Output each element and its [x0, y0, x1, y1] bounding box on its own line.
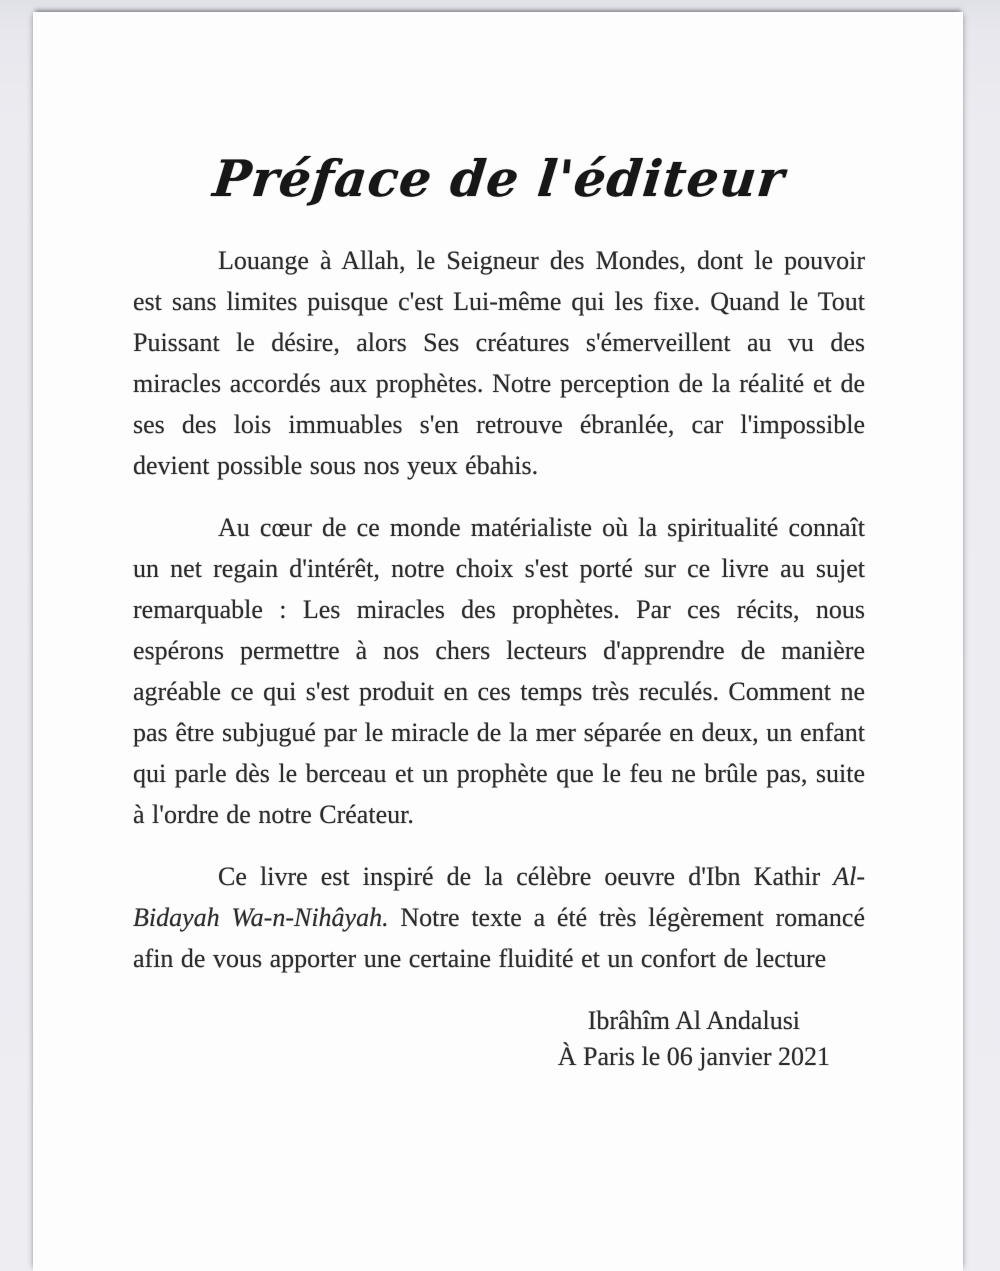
paragraph-3-text-end: Notre texte a été très légèrement romancé afin de vous apporter une certaine fluidité et un confort de lecture	[133, 903, 866, 973]
book-page	[33, 12, 963, 1271]
author-name: Ibrâhîm Al Andalusi	[587, 1006, 801, 1035]
paragraph-2: Au cœur de ce monde matérialiste où la spiritualité connaît un net regain d'intérêt, notre choix s'est porté sur ce livre au sujet remarquable : Les miracles des prophètes. Par ces récits, nous espérons permettre à nos chers lecteurs d'apprendre de manière agréable ce qui s'est produit en ces temps très reculés. Comment ne pas être subjugué par le miracle de la mer séparée en deux, un enfant qui parle dès le berceau et un prophète que le feu ne brûle pas, suite à l'ordre de notre Créateur.	[133, 513, 865, 829]
page-title: Préface de l'éditeur	[210, 149, 788, 208]
book-title-reference: Al-Bidayah Wa-n-Nihâyah.	[133, 862, 865, 932]
paragraph-3-text-start: Ce livre est inspiré de la célèbre oeuvre d'Ibn Kathir	[218, 862, 834, 891]
paragraph-3	[133, 856, 865, 979]
signature-block	[558, 1003, 830, 1075]
paragraph-1: Louange à Allah, le Seigneur des Mondes, dont le pouvoir est sans limites puisque c'est Lui-même qui les fixe. Quand le Tout Puissant le désire, alors Ses créatures s'émerveillent au vu des miracles accordés aux prophètes. Notre perception de la réalité et de ses des lois immuables s'en retrouve ébranlée, car l'impossible devient possible sous nos yeux ébahis.	[133, 246, 865, 480]
signature-place-date: À Paris le 06 janvier 2021	[557, 1042, 830, 1071]
